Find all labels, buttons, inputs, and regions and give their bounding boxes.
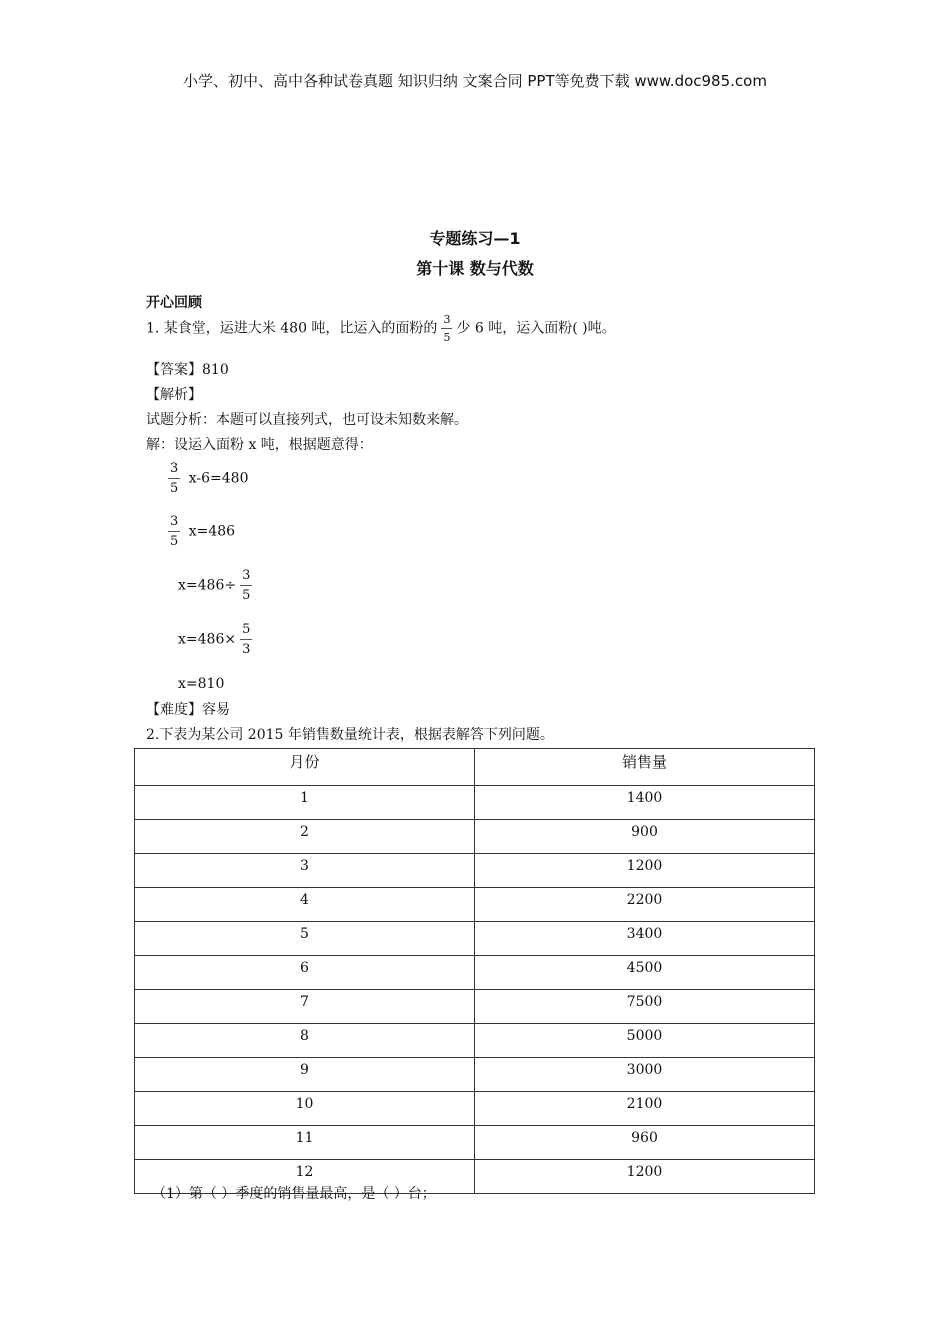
month-cell: 2: [135, 820, 475, 854]
header-sales: 销售量: [475, 749, 815, 786]
section-heading: 开心回顾: [146, 295, 202, 311]
question-1-prefix: 1. 某食堂，运进大米 480 吨，比运入的面粉的: [146, 320, 438, 337]
sales-cell: 5000: [475, 1024, 815, 1058]
analysis-label: 【解析】: [146, 387, 202, 403]
month-cell: 3: [135, 854, 475, 888]
solution-step-5: x=810: [178, 676, 225, 692]
table-row: [135, 888, 815, 922]
table-row: [135, 854, 815, 888]
answer: 【答案】810: [146, 362, 229, 378]
month-cell: 8: [135, 1024, 475, 1058]
month-cell: 4: [135, 888, 475, 922]
solution-intro: 解：设运入面粉 x 吨，根据题意得：: [146, 437, 373, 453]
table-row: [135, 956, 815, 990]
lesson-title: 第十课 数与代数: [416, 259, 534, 278]
month-cell: 9: [135, 1058, 475, 1092]
fraction: $\frac{3}{5}$: [170, 514, 179, 549]
fraction: $\frac{3}{5}$: [242, 568, 251, 603]
question-1-suffix: 少 6 吨，运入面粉( )吨。: [456, 320, 616, 337]
month-cell: 5: [135, 922, 475, 956]
sales-cell: 960: [475, 1126, 815, 1160]
sales-cell: 1400: [475, 786, 815, 820]
sales-cell: 1200: [475, 854, 815, 888]
fraction: $\frac{5}{3}$: [242, 622, 251, 657]
solution-step-3: x=486÷ $\frac{3}{5}$: [178, 568, 251, 603]
table-row: [135, 1126, 815, 1160]
sales-cell: 2200: [475, 888, 815, 922]
sales-cell: 1200: [475, 1160, 815, 1194]
sales-cell: 3400: [475, 922, 815, 956]
table-row: [135, 1092, 815, 1126]
question-2: 2.下表为某公司 2015 年销售数量统计表，根据表解答下列问题。: [146, 727, 554, 743]
sales-cell: 3000: [475, 1058, 815, 1092]
sales-cell: 2100: [475, 1092, 815, 1126]
solution-step-2: $\frac{3}{5}$ x=486: [170, 514, 236, 549]
sales-cell: 900: [475, 820, 815, 854]
question-2-sub-1: （1）第（ ）季度的销售量最高，是（ ）台；: [152, 1186, 436, 1202]
solution-step-4: x=486× $\frac{5}{3}$: [178, 622, 251, 657]
sales-table: [134, 748, 815, 1194]
month-cell: 6: [135, 956, 475, 990]
month-cell: 11: [135, 1126, 475, 1160]
table-row: [135, 1058, 815, 1092]
month-cell: 10: [135, 1092, 475, 1126]
analysis-text: 试题分析：本题可以直接列式，也可设未知数来解。: [146, 412, 468, 428]
table-row: [135, 990, 815, 1024]
page-header: 小学、初中、高中各种试卷真题 知识归纳 文案合同 PPT等免费下载 www.doc985.com: [183, 72, 767, 90]
difficulty: 【难度】容易: [146, 702, 230, 718]
fraction: $\frac{3}{5}$: [443, 313, 451, 344]
solution-step-1: $\frac{3}{5}$ x-6=480: [170, 461, 249, 496]
table-row: [135, 1024, 815, 1058]
header-month: 月份: [135, 749, 475, 786]
fraction: $\frac{3}{5}$: [170, 461, 179, 496]
month-cell: 12: [135, 1160, 475, 1194]
page-title: 专题练习—1: [429, 229, 521, 248]
table-row: [135, 786, 815, 820]
month-cell: 7: [135, 990, 475, 1024]
sales-cell: 4500: [475, 956, 815, 990]
question-1: [146, 314, 616, 343]
sales-cell: 7500: [475, 990, 815, 1024]
table-header-row: [135, 749, 815, 786]
month-cell: 1: [135, 786, 475, 820]
table-row: [135, 820, 815, 854]
table-row: [135, 922, 815, 956]
